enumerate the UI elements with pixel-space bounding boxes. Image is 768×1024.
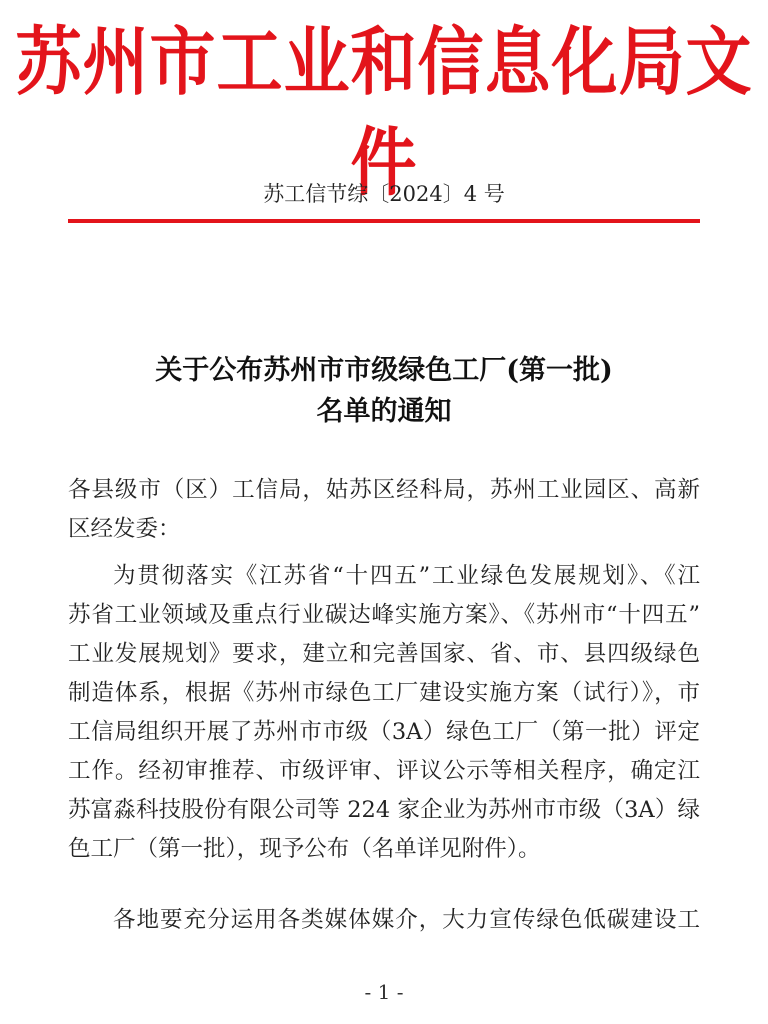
notice-title-line-2: 名单的通知 [316, 396, 452, 427]
body-line-7: 苏富淼科技股份有限公司等 224 家企业为苏州市市级（3A）绿 [68, 797, 700, 823]
addressee-paragraph [68, 471, 700, 549]
body-line-1: 为贯彻落实《江苏省“十四五”工业绿色发展规划》、《江 [113, 563, 700, 589]
body-paragraph-1 [68, 557, 700, 869]
addressee-line-1: 各县级市（区）工信局，姑苏区经科局，苏州工业园区、高新 [68, 477, 700, 503]
body-paragraph-2-line-1: 各地要充分运用各类媒体媒介，大力宣传绿色低碳建设工 [113, 907, 700, 933]
body-line-5: 工信局组织开展了苏州市市级（3A）绿色工厂（第一批）评定 [68, 719, 700, 745]
page-number: - 1 - [364, 980, 404, 1004]
body-line-2: 苏省工业领域及重点行业碳达峰实施方案》、《苏州市“十四五” [68, 602, 700, 628]
addressee-line-2: 区经发委： [68, 516, 181, 542]
document-masthead: 苏州市工业和信息化局文件 [15, 17, 753, 207]
notice-title-line-1: 关于公布苏州市市级绿色工厂(第一批) [155, 355, 613, 386]
body-line-6: 工作。经初审推荐、市级评审、评议公示等相关程序，确定江 [68, 758, 700, 784]
body-line-4: 制造体系，根据《苏州市绿色工厂建设实施方案（试行）》，市 [68, 680, 700, 706]
document-number: 苏工信节综〔2024〕4 号 [263, 182, 505, 206]
body-paragraph-2 [68, 901, 700, 940]
body-line-8: 色工厂（第一批），现予公布（名单详见附件）。 [68, 836, 541, 862]
red-divider-line [68, 219, 700, 223]
body-line-3: 工业发展规划》要求，建立和完善国家、省、市、县四级绿色 [68, 641, 700, 667]
